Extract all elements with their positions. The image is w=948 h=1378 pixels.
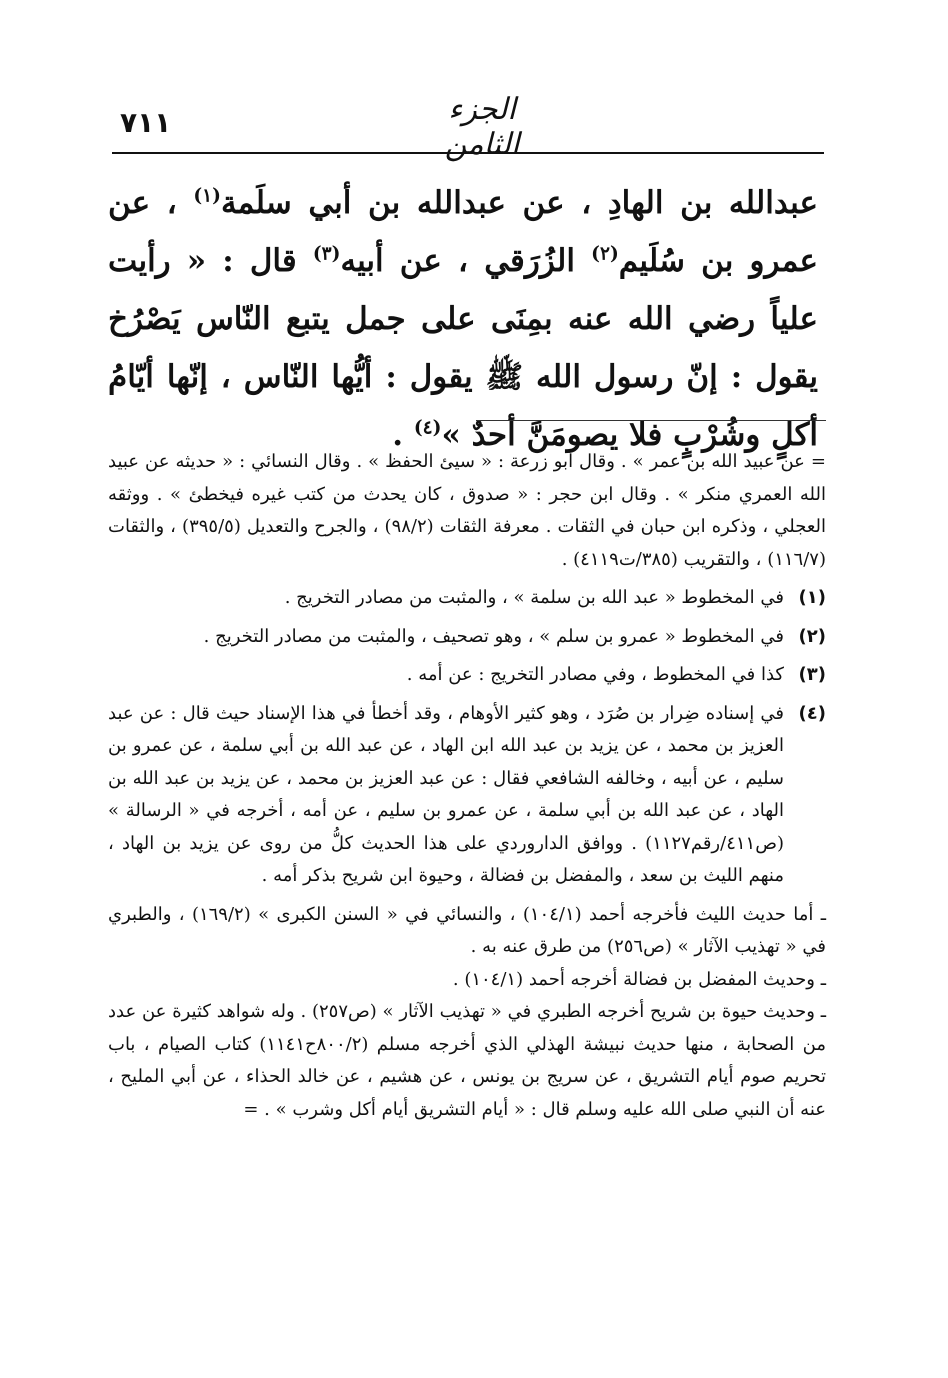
footnote-4-sub-2: ـ وحديث المفضل بن فضالة أخرجه أحمد (١٠٤/١) . <box>452 968 826 990</box>
footnote-4-sub-1: ـ أما حديث الليث فأخرجه أحمد (١٠٤/١) ، والنسائي في « السنن الكبرى » (١٦٩/٢) ، والطبري في « تهذيب الآثار » (ص٢٥٦) من طرق عنه به . <box>108 903 826 957</box>
footnote-ref-3: (٣) <box>312 243 341 265</box>
main-text-part-3: الزُرَقي ، عن أبيه <box>340 243 592 279</box>
footnote-number: (٣) <box>798 664 826 685</box>
footnote-ref-4: (٤) <box>413 417 442 439</box>
footnote-number: (١) <box>798 587 826 608</box>
footnote-ref-2: (٢) <box>591 243 619 265</box>
footnote-text: في إسناده ضِرار بن صُرَد ، وهو كثير الأوهام ، وقد أخطأ في هذا الإسناد حيث قال : عن عبد العزيز بن محمد ، عن يزيد بن عبد الله ابن الهاد ، عن عبد الله بن أبي سلمة ، عن عمرو بن سليم ، عن أبيه ، وخالفه الشافعي فقال : عن عبد العزيز بن محمد ، عن يزيد بن عبد الله بن الهاد ، عن عبد الله بن أبي سلمة ، عن عمرو بن سليم ، عن أمه ، أخرجه في « الرسالة » (ص٤١١/رقم١١٢٧) . ووافق الداروردي على هذا الحديث كلُّ من روى عن يزيد بن الهاد ، منهم الليث بن سعد ، والمفضل بن فضالة ، وحيوة ابن شريح بذكر أمه . <box>108 702 784 886</box>
footnote-text: في المخطوط « عمرو بن سلم » ، وهو تصحيف ، والمثبت من مصادر التخريج . <box>203 625 784 647</box>
main-text-part-1: عبدالله بن الهادِ ، عن عبدالله بن أبي سلَمة <box>220 185 818 221</box>
footnote-number: (٤) <box>798 702 826 724</box>
juz-title: الجزء الثامن <box>444 92 520 162</box>
header-rule <box>112 152 824 154</box>
main-text-end: . <box>392 417 414 453</box>
footnote-number: (٢) <box>798 625 826 647</box>
footnote-ref-1: (١) <box>193 185 221 207</box>
footnote-2 <box>108 621 826 654</box>
main-text-part-2: ، عن عمرو بن سُلَيم <box>108 185 818 279</box>
footnote-text: في المخطوط « عبد الله بن سلمة » ، والمثبت من مصادر التخريج . <box>284 587 784 608</box>
footnote-4 <box>108 698 826 893</box>
footnote-3 <box>108 659 826 692</box>
footnote-1 <box>108 582 826 615</box>
page-header <box>112 92 824 162</box>
footnotes <box>108 446 826 1126</box>
footnote-continuation: = عن عبيد الله بن عمر » . وقال أبو زرعة : « سيئ الحفظ » . وقال النسائي : « حديثه عن عبيد الله العمري منكر » . وقال ابن حجر : « صدوق ، كان يحدث من كتب غيره فيخطئ » . ووثقه العجلي ، وذكره ابن حبان في الثقات . معرفة الثقات (٩٨/٢) ، والجرح والتعديل (٣٩٥/٥) ، والثقات (١١٦/٧) ، والتقريب (٣٨٥/ت٤١١٩) . <box>108 451 826 570</box>
main-text-part-4: قال : « رأيت علياً رضي الله عنه بمِنَى على جمل يتبع النّاس يَصْرُخ يقول : إنّ رسول الله ﷺ يقول : أيُّها النّاس ، إنّها أيّامُ أكلٍ وشُرْبٍ فلا يصومَنَّ أحدٌ » <box>108 243 818 453</box>
footnote-4-sub-3: ـ وحديث حيوة بن شريح أخرجه الطبري في « تهذيب الآثار » (ص٢٥٧) . وله شواهد كثيرة عن عدد من الصحابة ، منها حديث نبيشة الهذلي الذي أخرجه مسلم (٨٠٠/٢ح١١٤١) كتاب الصيام ، باب تحريم صوم أيام التشريق ، عن سريج بن يونس ، عن هشيم ، عن خالد الحذاء ، عن أبي المليح ، عنه أن النبي صلى الله عليه وسلم قال : « أيام التشريق أيام أكل وشرب » . = <box>108 1001 826 1120</box>
page-number: ٧١١ <box>120 106 172 139</box>
footnote-separator <box>476 420 826 421</box>
footnote-text: كذا في المخطوط ، وفي مصادر التخريج : عن أمه . <box>406 664 784 685</box>
